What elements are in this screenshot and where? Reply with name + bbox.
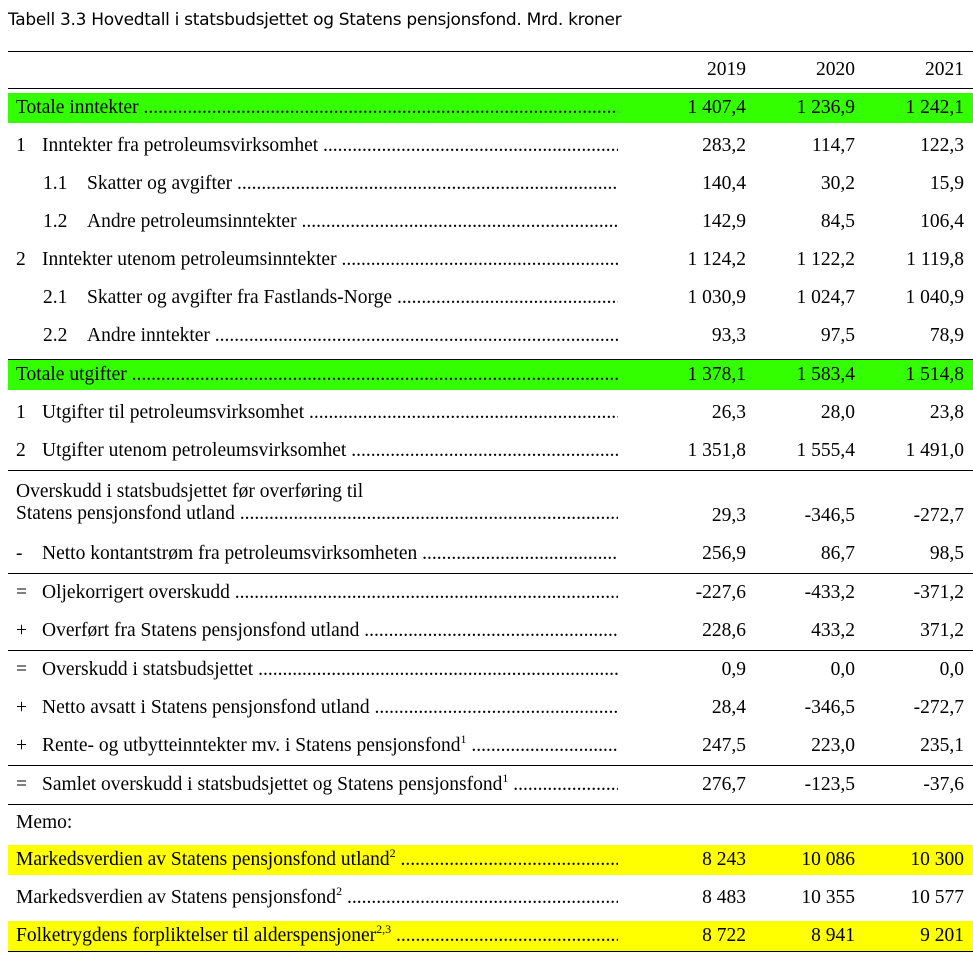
value-2020: -123,5	[804, 774, 855, 795]
value-2021: -371,2	[913, 582, 964, 603]
value-2021: 235,1	[920, 735, 964, 756]
row-label-text: Utgifter til petroleumsvirksomhet	[42, 402, 305, 423]
value-2019: 8 243	[702, 849, 746, 870]
row-label	[42, 249, 618, 271]
row-overfort-fra-spu	[8, 612, 973, 650]
footnote-marker: 1	[460, 735, 467, 746]
row-label-text: Oljekorrigert overskudd	[42, 582, 230, 603]
table-header	[8, 52, 973, 89]
value-2020: 10 086	[801, 849, 855, 870]
row-label	[42, 440, 618, 462]
table-caption: Tabell 3.3 Hovedtall i statsbudsjettet og Statens pensjonsfond. Mrd. kroner	[8, 10, 622, 30]
row-prefix: 1.1	[43, 173, 68, 194]
value-2019: 8 483	[702, 887, 746, 908]
row-label	[42, 582, 618, 604]
row-netto-kontantstrom	[8, 535, 973, 573]
row-label-text: Rente- og utbytteinntekter mv. i Statens pensjonsfond	[42, 735, 461, 756]
value-2019: 1 378,1	[687, 364, 746, 385]
value-2019: 140,4	[702, 173, 746, 194]
row-label	[16, 364, 618, 386]
value-2020: 28,0	[820, 402, 855, 423]
row-label-line1: Overskudd i statsbudsjettet før overføring til	[16, 481, 364, 502]
footnote-marker: 2	[389, 849, 396, 860]
footnote-marker: 1	[502, 774, 509, 785]
row-prefix: =	[16, 582, 27, 603]
row-label	[16, 97, 618, 119]
row-prefix: 1.2	[43, 211, 68, 232]
value-2021: 98,5	[929, 543, 964, 564]
row-label-text: Netto avsatt i Statens pensjonsfond utland	[42, 697, 370, 718]
row-prefix: 2.1	[43, 287, 68, 308]
row-oljekorrigert-overskudd	[8, 573, 973, 612]
row-utgifter-petroleum	[8, 394, 973, 432]
row-label	[87, 325, 618, 347]
value-2021: 106,4	[920, 211, 964, 232]
row-overskudd-for-overforing	[8, 470, 973, 535]
row-label-text: Skatter og avgifter fra Fastlands-Norge	[87, 287, 393, 308]
value-2020: 10 355	[801, 887, 855, 908]
row-label-text: Statens pensjonsfond utland	[16, 503, 235, 524]
row-label-text: Netto kontantstrøm fra petroleumsvirksomheten	[42, 543, 418, 564]
value-2019: 247,5	[702, 735, 746, 756]
value-2021: 78,9	[929, 325, 964, 346]
row-prefix: 2	[16, 440, 26, 461]
value-2021: -37,6	[923, 774, 964, 795]
row-inntekter-petroleum	[8, 127, 973, 165]
value-2020: 1 583,4	[796, 364, 855, 385]
value-2019: 26,3	[711, 402, 746, 423]
row-prefix: 1	[16, 135, 26, 156]
row-label	[87, 173, 618, 195]
value-2020: -346,5	[804, 697, 855, 718]
value-2019: 276,7	[702, 774, 746, 795]
row-prefix: =	[16, 774, 27, 795]
value-2019: 1 351,8	[687, 440, 746, 461]
row-label-text: Skatter og avgifter	[87, 173, 233, 194]
row-markedsverdi-spu	[8, 845, 973, 875]
value-2019: 1 124,2	[687, 249, 746, 270]
row-markedsverdi-sp	[8, 879, 973, 917]
value-2019: -227,6	[695, 582, 746, 603]
value-2021: -272,7	[913, 697, 964, 718]
row-prefix: =	[16, 659, 27, 680]
row-label	[42, 135, 618, 157]
value-2020: 1 122,2	[796, 249, 855, 270]
row-label	[16, 849, 618, 871]
row-prefix: +	[16, 620, 27, 641]
row-label-text: Andre inntekter	[87, 325, 210, 346]
value-2021: 371,2	[920, 620, 964, 641]
row-inntekter-utenom-petroleum	[8, 241, 973, 279]
row-prefix: 2.2	[43, 325, 68, 346]
value-2020: 84,5	[820, 211, 855, 232]
row-label-text: Inntekter utenom petroleumsinntekter	[42, 249, 337, 270]
row-utgifter-utenom-petroleum	[8, 432, 973, 470]
value-2019: 29,3	[711, 505, 746, 526]
row-label-text: Overført fra Statens pensjonsfond utland	[42, 620, 360, 641]
value-2019: 256,9	[702, 543, 746, 564]
value-2019: 1 407,4	[687, 97, 746, 118]
row-label-text: Utgifter utenom petroleumsvirksomhet	[42, 440, 347, 461]
row-label	[42, 620, 618, 642]
row-label-text: Folketrygdens forpliktelser til alderspensjoner	[16, 925, 377, 946]
value-2020: 114,7	[811, 135, 855, 156]
memo-label: Memo:	[8, 804, 973, 841]
row-label-text: Totale utgifter	[16, 364, 127, 385]
value-2021: 122,3	[920, 135, 964, 156]
row-label	[42, 774, 618, 796]
value-2019: 93,3	[711, 325, 746, 346]
row-totale-inntekter	[8, 93, 973, 123]
value-2020: 1 555,4	[796, 440, 855, 461]
value-2020: 30,2	[820, 173, 855, 194]
value-2019: 1 030,9	[687, 287, 746, 308]
budget-table	[8, 51, 973, 956]
row-prefix: +	[16, 735, 27, 756]
footnote-marker: 2	[336, 887, 343, 898]
value-2020: 97,5	[820, 325, 855, 346]
value-2021: 1 119,8	[906, 249, 964, 270]
row-label	[87, 287, 618, 309]
row-label	[42, 735, 618, 757]
value-2019: 8 722	[702, 925, 746, 946]
value-2020: 1 236,9	[796, 97, 855, 118]
row-andre-inntekter	[8, 317, 973, 355]
value-2021: 23,8	[929, 402, 964, 423]
value-2020: 86,7	[820, 543, 855, 564]
row-prefix: +	[16, 697, 27, 718]
footnote-marker: 2,3	[376, 925, 392, 936]
row-andre-petroleumsinntekter	[8, 203, 973, 241]
value-2019: 0,9	[721, 659, 746, 680]
row-label-text: Markedsverdien av Statens pensjonsfond	[16, 887, 337, 908]
value-2021: 1 514,8	[905, 364, 964, 385]
value-2021: 1 040,9	[905, 287, 964, 308]
row-prefix: -	[16, 543, 23, 564]
value-2021: 15,9	[929, 173, 964, 194]
row-label-text: Inntekter fra petroleumsvirksomhet	[42, 135, 319, 156]
row-label-text: Overskudd i statsbudsjettet	[42, 659, 254, 680]
row-skatter-fastlands-norge	[8, 279, 973, 317]
row-label-text: Markedsverdien av Statens pensjonsfond utland	[16, 849, 390, 870]
value-2020: -346,5	[804, 505, 855, 526]
year-header-2021: 2021	[925, 59, 964, 80]
row-label	[87, 211, 618, 233]
value-2021: 10 300	[910, 849, 964, 870]
row-label	[42, 659, 618, 681]
value-2021: 0,0	[939, 659, 964, 680]
value-2021: 10 577	[910, 887, 964, 908]
value-2021: 1 491,0	[905, 440, 964, 461]
value-2020: 0,0	[830, 659, 855, 680]
year-header-2020: 2020	[816, 59, 855, 80]
row-label-text: Totale inntekter	[16, 97, 139, 118]
row-samlet-overskudd	[8, 765, 973, 804]
row-overskudd-statsbudsjettet	[8, 650, 973, 689]
value-2019: 28,4	[711, 697, 746, 718]
row-totale-utgifter	[8, 359, 973, 390]
value-2020: 433,2	[811, 620, 855, 641]
value-2021: -272,7	[913, 505, 964, 526]
row-folketrygdens-forpliktelser	[8, 921, 973, 952]
row-label	[42, 402, 618, 424]
row-label	[42, 697, 618, 719]
year-header-2019: 2019	[707, 59, 746, 80]
value-2020: 8 941	[811, 925, 855, 946]
value-2021: 9 201	[920, 925, 964, 946]
row-label-text: Samlet overskudd i statsbudsjettet og Statens pensjonsfond	[42, 774, 503, 795]
row-label	[16, 503, 618, 525]
value-2020: 1 024,7	[796, 287, 855, 308]
value-2020: 223,0	[811, 735, 855, 756]
row-label	[42, 543, 618, 565]
value-2019: 228,6	[702, 620, 746, 641]
value-2020: -433,2	[804, 582, 855, 603]
row-rente-utbytteinntekter	[8, 727, 973, 765]
value-2021: 1 242,1	[905, 97, 964, 118]
row-netto-avsatt-spu	[8, 689, 973, 727]
row-prefix: 2	[16, 249, 26, 270]
value-2019: 283,2	[702, 135, 746, 156]
row-label	[16, 887, 618, 909]
row-label-text: Andre petroleumsinntekter	[87, 211, 297, 232]
row-prefix: 1	[16, 402, 26, 423]
value-2019: 142,9	[702, 211, 746, 232]
row-label	[16, 925, 618, 947]
row-skatter-avgifter	[8, 165, 973, 203]
